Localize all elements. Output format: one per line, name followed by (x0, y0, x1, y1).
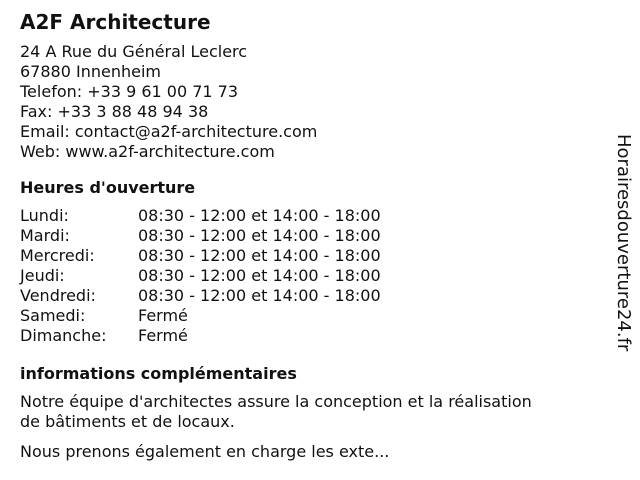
hours-time: 08:30 - 12:00 et 14:00 - 18:00 (138, 246, 381, 265)
hours-time: 08:30 - 12:00 et 14:00 - 18:00 (138, 226, 381, 245)
hours-time: 08:30 - 12:00 et 14:00 - 18:00 (138, 286, 381, 305)
hours-time: 08:30 - 12:00 et 14:00 - 18:00 (138, 266, 381, 285)
hours-row (20, 226, 600, 246)
site-watermark: Horairesdouverture24.fr (613, 134, 634, 352)
hours-day: Dimanche: (20, 326, 107, 345)
additional-info-paragraph-2: Nous prenons également en charge les exte... (20, 442, 390, 461)
website-address: Web: www.a2f-architecture.com (20, 142, 275, 161)
business-info-card (20, 10, 600, 472)
opening-hours-table (20, 206, 600, 346)
hours-day: Mercredi: (20, 246, 95, 265)
hours-row (20, 206, 600, 226)
hours-day: Lundi: (20, 206, 69, 225)
company-name: A2F Architecture (20, 10, 211, 34)
hours-day: Mardi: (20, 226, 70, 245)
email-address: Email: contact@a2f-architecture.com (20, 122, 318, 141)
hours-day: Vendredi: (20, 286, 96, 305)
address-line-2: 67880 Innenheim (20, 62, 161, 81)
hours-time: Fermé (138, 326, 188, 345)
hours-row (20, 326, 600, 346)
hours-row (20, 246, 600, 266)
phone-number: Telefon: +33 9 61 00 71 73 (20, 82, 239, 101)
hours-row (20, 306, 600, 326)
address-line-1: 24 A Rue du Général Leclerc (20, 42, 248, 61)
hours-time: 08:30 - 12:00 et 14:00 - 18:00 (138, 206, 381, 225)
additional-info-title: informations complémentaires (20, 364, 297, 383)
hours-time: Fermé (138, 306, 188, 325)
hours-day: Samedi: (20, 306, 86, 325)
hours-row (20, 286, 600, 306)
opening-hours-title: Heures d'ouverture (20, 178, 196, 197)
additional-info-paragraph-1: Notre équipe d'architectes assure la conception et la réalisation de bâtiments et de locaux. (20, 392, 532, 431)
hours-day: Jeudi: (20, 266, 65, 285)
fax-number: Fax: +33 3 88 48 94 38 (20, 102, 209, 121)
hours-row (20, 266, 600, 286)
